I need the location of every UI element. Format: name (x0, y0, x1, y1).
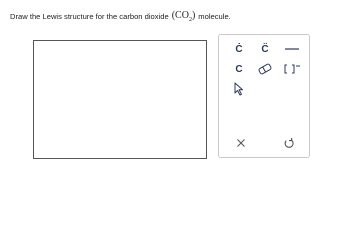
single-bond-tool[interactable] (281, 41, 303, 57)
select-arrow-tool[interactable] (229, 81, 249, 97)
formula-close: ) (191, 10, 196, 21)
carbon-atom-tool[interactable]: C (235, 63, 243, 75)
question-prompt (10, 10, 231, 23)
cursor-arrow-icon (233, 82, 245, 96)
chemical-formula (172, 10, 196, 23)
single-bond-icon (284, 44, 300, 54)
carbon-single-dot-tool[interactable]: Ċ (235, 43, 243, 55)
eraser-tool[interactable] (255, 61, 275, 77)
question-text: Draw the Lewis structure for the carbon dioxide (10, 12, 169, 21)
eraser-icon (257, 63, 273, 75)
tool-palette (218, 34, 310, 158)
formula-main: (CO (171, 10, 189, 21)
bracket-charge-icon (283, 63, 301, 75)
question-suffix: molecule. (198, 12, 231, 21)
clear-tool[interactable] (231, 135, 251, 151)
close-icon (236, 138, 246, 148)
undo-icon (283, 137, 295, 149)
bracket-charge-tool[interactable] (281, 61, 303, 77)
carbon-double-dot-tool[interactable]: C̈ (261, 43, 269, 55)
formula-subscript: 2 (188, 17, 192, 23)
drawing-canvas[interactable] (33, 40, 207, 159)
undo-tool[interactable] (279, 135, 299, 151)
